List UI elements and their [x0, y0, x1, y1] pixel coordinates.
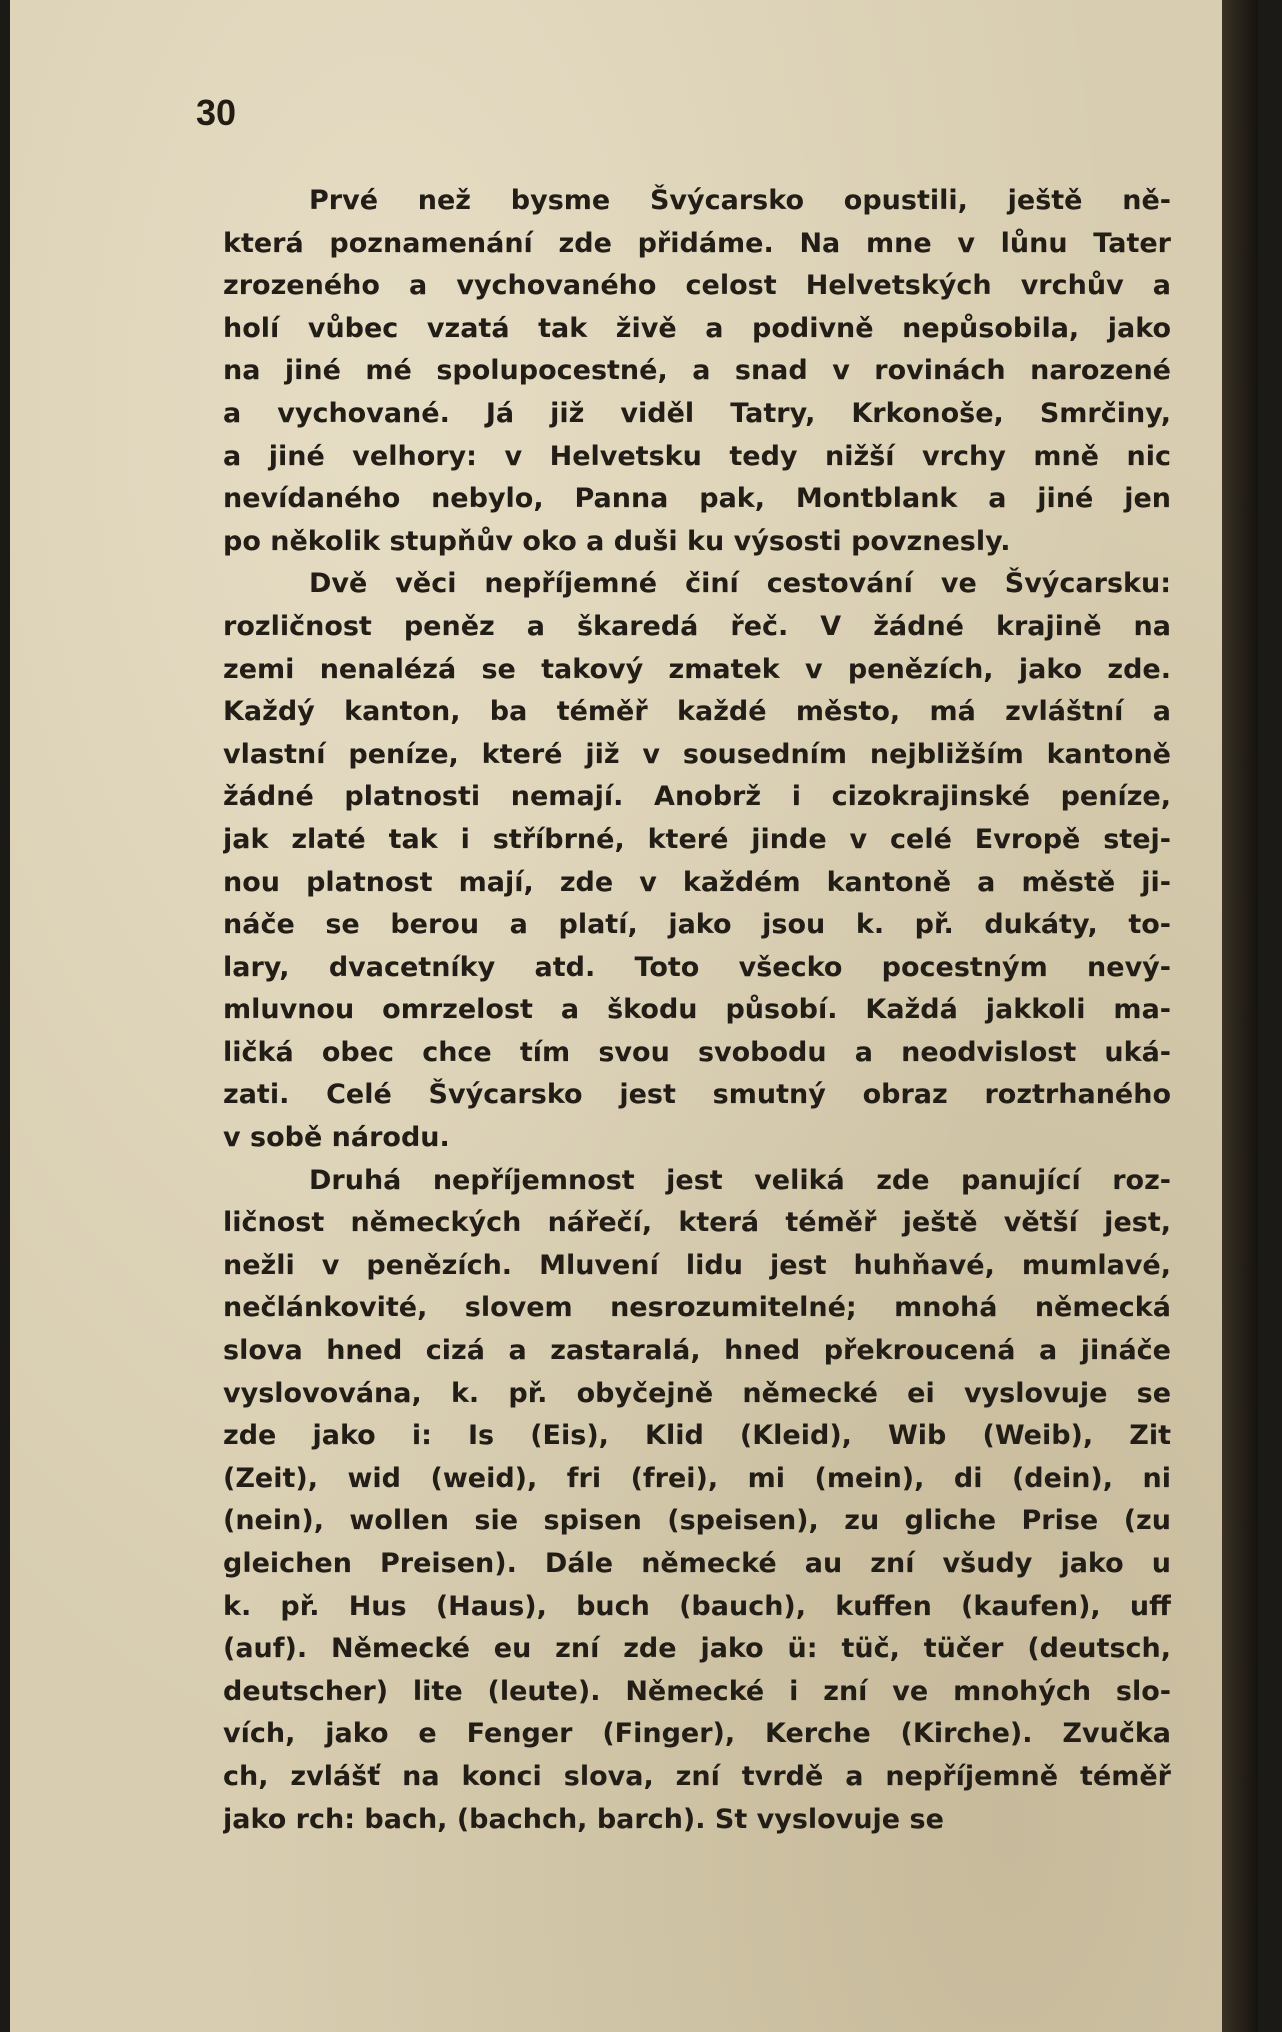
text-line: nečlánkovité, slovem nesrozumitelné; mnohá německá [223, 1292, 1171, 1324]
text-line: nežli v penězích. Mluvení lidu jest huhňavé, mumlavé, [223, 1249, 1171, 1281]
text-line: v sobě národu. [223, 1122, 450, 1154]
text-line: mluvnou omrzelost a škodu působí. Každá jakkoli ma- [223, 994, 1171, 1026]
text-line: a jiné velhory: v Helvetsku tedy nižší vrchy mně nic [223, 440, 1171, 472]
book-gutter-shadow [1222, 0, 1258, 2032]
text-line: Dvě věci nepříjemné činí cestování ve Švýcarsku: [309, 568, 1171, 600]
text-line: ch, zvlášť na konci slova, zní tvrdě a nepříjemně téměř [223, 1760, 1171, 1792]
text-line: Každý kanton, ba téměř každé město, má zvláštní a [223, 696, 1171, 728]
text-line: (nein), wollen sie spisen (speisen), zu gliche Prise (zu [223, 1505, 1171, 1537]
text-line: která poznamenání zde přidáme. Na mne v lůnu Tater [223, 227, 1171, 259]
text-line: zde jako i: Is (Eis), Klid (Kleid), Wib (Weib), Zit [223, 1420, 1171, 1452]
page-number: 30 [196, 92, 237, 133]
text-line: (Zeit), wid (weid), fri (frei), mi (mein), di (dein), ni [223, 1462, 1171, 1494]
text-line: jak zlaté tak i stříbrné, které jinde v celé Evropě stej- [223, 823, 1171, 855]
text-line: nou platnost mají, zde v každém kantoně a městě ji- [223, 866, 1171, 898]
text-line: rozličnost peněz a škaredá řeč. V žádné krajině na [223, 610, 1171, 642]
text-line: slova hned cizá a zastaralá, hned překroucená a jináče [223, 1335, 1171, 1367]
text-line: Prvé než bysme Švýcarsko opustili, ještě ně- [309, 185, 1171, 216]
text-line: deutscher) lite (leute). Německé i zní ve mnohých slo- [223, 1675, 1171, 1707]
text-line: ličká obec chce tím svou svobodu a neodvislost uká- [223, 1036, 1171, 1068]
text-line: vích, jako e Fenger (Finger), Kerche (Kirche). Zvučka [223, 1718, 1171, 1750]
body-text [223, 180, 1171, 1841]
text-line: (auf). Německé eu zní zde jako ü: tüč, tüčer (deutsch, [223, 1633, 1171, 1665]
paragraph [223, 1160, 1171, 1842]
text-line: vyslovována, k. př. obyčejně německé ei vyslovuje se [223, 1377, 1171, 1409]
text-line: Druhá nepříjemnost jest veliká zde panující roz- [309, 1164, 1171, 1196]
text-line: holí vůbec vzatá tak živě a podivně nepůsobila, jako [223, 312, 1171, 344]
paragraph [223, 180, 1171, 563]
text-line: žádné platnosti nemají. Anobrž i cizokrajinské peníze, [223, 781, 1171, 813]
text-line: a vychované. Já již viděl Tatry, Krkonoše, Smrčiny, [223, 397, 1171, 429]
text-line: lary, dvacetníky atd. Toto všecko pocestným nevý- [223, 951, 1171, 983]
text-line: ličnost německých nářečí, která téměř ještě větší jest, [223, 1207, 1171, 1239]
text-line: nevídaného nebylo, Panna pak, Montblank a jiné jen [223, 483, 1171, 515]
text-line: vlastní peníze, které již v sousedním nejbližším kantoně [223, 738, 1171, 770]
text-line: k. př. Hus (Haus), buch (bauch), kuffen (kaufen), uff [223, 1590, 1171, 1622]
text-line: gleichen Preisen). Dále německé au zní všudy jako u [223, 1548, 1171, 1579]
text-line: náče se berou a platí, jako jsou k. př. dukáty, to- [223, 909, 1171, 941]
book-page [10, 0, 1258, 2032]
text-line: zrozeného a vychovaného celost Helvetských vrchův a [223, 270, 1171, 302]
text-line: na jiné mé spolupocestné, a snad v rovinách narozené [223, 355, 1171, 387]
text-line: jako rch: bach, (bachch, barch). St vyslovuje se [223, 1803, 944, 1835]
text-line: zemi nenalézá se takový zmatek v penězích, jako zde. [223, 653, 1171, 685]
paragraph [223, 563, 1171, 1159]
text-line: zati. Celé Švýcarsko jest smutný obraz roztrhaného [223, 1079, 1171, 1111]
text-line: po několik stupňův oko a duši ku výsosti povznesly. [223, 525, 1011, 557]
